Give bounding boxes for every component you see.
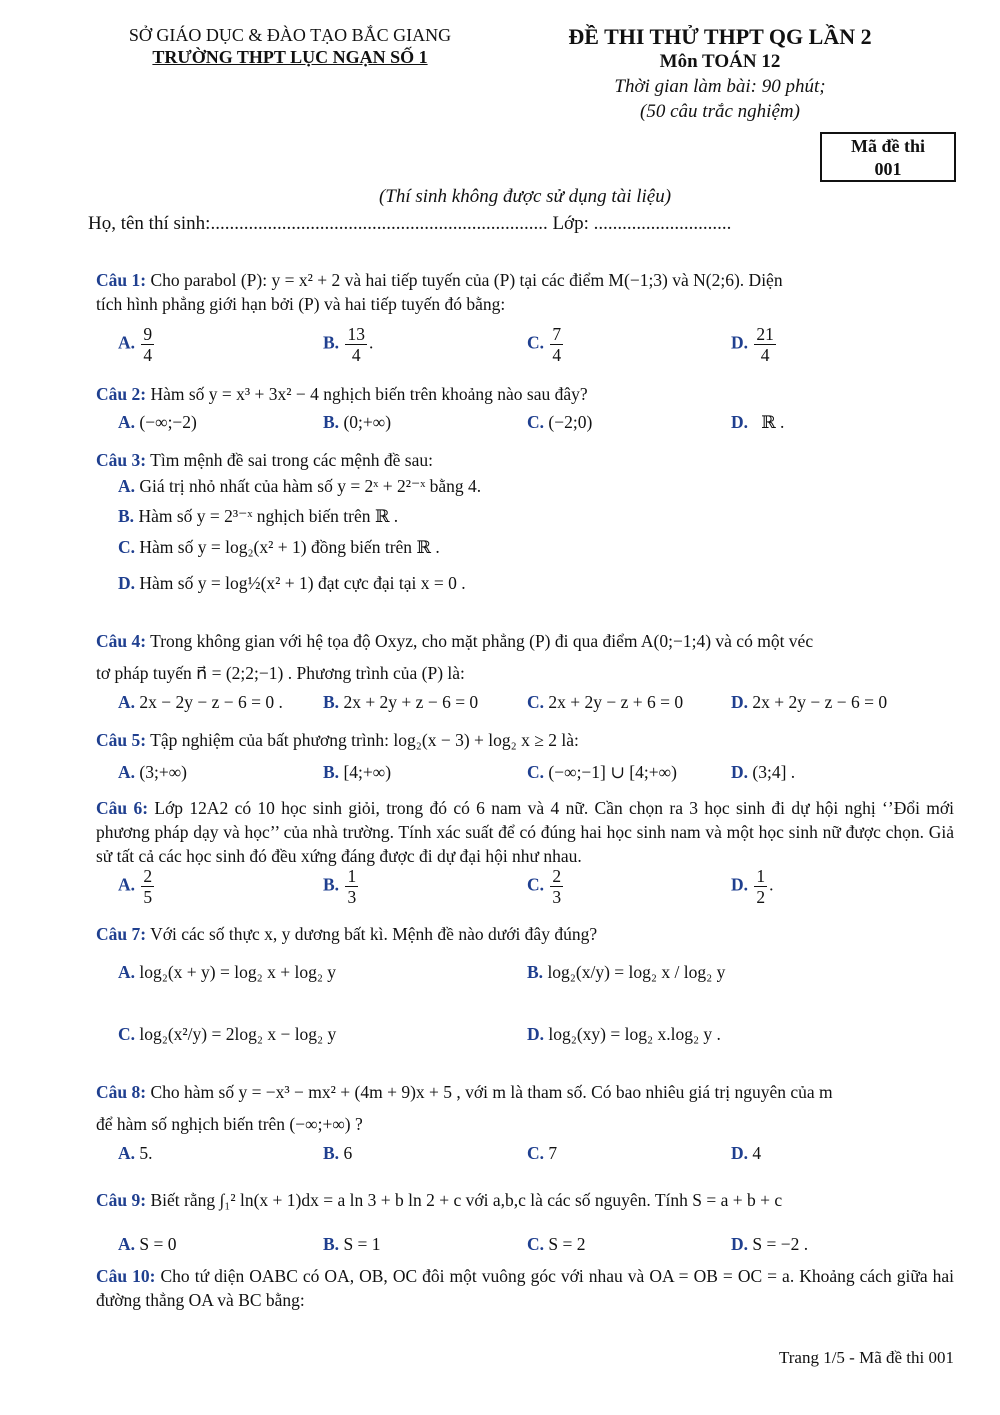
question-text: Hàm số y = x³ + 3x² − 4 nghịch biến trên khoảng nào sau đây? xyxy=(146,384,588,404)
q5-option-a[interactable]: A. (3;+∞) xyxy=(118,762,188,782)
question-number: Câu 2: xyxy=(96,384,147,404)
page-footer: Trang 1/5 - Mã đề thi 001 xyxy=(778,1348,954,1367)
question-text: Với các số thực x, y dương bất kì. Mệnh đề nào dưới đây đúng? xyxy=(146,924,598,944)
question-7 xyxy=(96,922,954,946)
q3-option-c[interactable]: C. Hàm số y = log₂(x² + 1) đồng biến trên ℝ . xyxy=(118,537,440,557)
q3-option-d[interactable]: D. Hàm số y = log½(x² + 1) đạt cực đại tại x = 0 . xyxy=(118,573,466,593)
question-4 xyxy=(96,625,954,689)
exam-title: ĐỀ THI THỬ THPT QG LẦN 2 xyxy=(568,24,872,49)
question-8 xyxy=(96,1076,954,1140)
question-number: Câu 4: xyxy=(96,631,147,651)
exam-note: (Thí sinh không được sử dụng tài liệu) xyxy=(378,186,672,207)
q1-option-d[interactable]: D. $\frac{21}{4}$ xyxy=(731,324,774,365)
question-text: Lớp 12A2 có 10 học sinh giỏi, trong đó có 6 nam và 4 nữ. Cần chọn ra 3 học sinh đi dự hội nghị ‘’Đổi mới phương pháp dạy và học’’ của nhà trường. Tính xác suất để có đúng hai học sinh nam và một học sinh nữ được chọn. Giả sử tất cả các học sinh đó đều xứng đáng được đi dự đại hội như nhau. xyxy=(96,798,954,866)
question-text: Tìm mệnh đề sai trong các mệnh đề sau: xyxy=(146,450,433,470)
q4-option-d[interactable]: D. 2x + 2y − z − 6 = 0 xyxy=(731,692,888,712)
q6-option-b[interactable]: B. $\frac{1}{3}$ xyxy=(323,866,357,907)
q2-option-c[interactable]: C. (−2;0) xyxy=(527,412,593,432)
q4-option-a[interactable]: A. 2x − 2y − z − 6 = 0 . xyxy=(118,692,283,712)
q1-option-b[interactable]: B. $\frac{13}{4}$ . xyxy=(323,324,374,365)
department-name: SỞ GIÁO DỤC & ĐÀO TẠO BẮC GIANG xyxy=(128,25,452,45)
q7-option-c[interactable]: C. log₂(x²/y) = 2log₂ x − log₂ y xyxy=(118,1024,337,1044)
question-text: Tập nghiệm của bất phương trình: log₂(x − 3) + log₂ x ≥ 2 là: xyxy=(146,730,579,750)
question-number: Câu 9: xyxy=(96,1190,147,1210)
question-number: Câu 1: xyxy=(96,270,147,290)
question-number: Câu 6: xyxy=(96,798,149,818)
q7-option-b[interactable]: B. log₂(x/y) = log₂ x / log₂ y xyxy=(527,962,726,982)
question-number: Câu 8: xyxy=(96,1082,147,1102)
school-name: TRƯỜNG THPT LỤC NGẠN SỐ 1 xyxy=(152,47,428,67)
exam-code-value: 001 xyxy=(874,159,902,179)
header-right xyxy=(520,24,920,124)
time-limit: Thời gian làm bài: 90 phút; xyxy=(614,76,826,97)
q5-option-c[interactable]: C. (−∞;−1] ∪ [4;+∞) xyxy=(527,762,677,782)
question-text: Cho parabol (P): y = x² + 2 và hai tiếp tuyến của (P) tại các điểm M(−1;3) và N(2;6). Diện xyxy=(146,270,783,290)
q2-option-d[interactable]: D. ℝ . xyxy=(731,412,785,432)
q1-option-c[interactable]: C. $\frac{7}{4}$ xyxy=(527,324,562,365)
question-6 xyxy=(96,796,954,868)
q8-option-a[interactable]: A. 5. xyxy=(118,1143,153,1163)
question-text: Biết rằng ∫₁² ln(x + 1)dx = a ln 3 + b ln 2 + c với a,b,c là các số nguyên. Tính S = a + b + c xyxy=(146,1190,783,1210)
q4-option-c[interactable]: C. 2x + 2y − z + 6 = 0 xyxy=(527,692,684,712)
q3-option-a[interactable]: A. Giá trị nhỏ nhất của hàm số y = 2ˣ + 2²⁻ˣ bằng 4. xyxy=(118,476,482,496)
question-text: Cho tứ diện OABC có OA, OB, OC đôi một vuông góc với nhau và OA = OB = OC = a. Khoảng cách giữa hai đường thẳng OA và BC bằng: xyxy=(96,1266,954,1310)
subject: Môn TOÁN 12 xyxy=(659,51,781,72)
q5-option-b[interactable]: B. [4;+∞) xyxy=(323,762,392,782)
q8-option-d[interactable]: D. 4 xyxy=(731,1143,762,1163)
question-text-cont: để hàm số nghịch biến trên (−∞;+∞) ? xyxy=(96,1114,363,1134)
question-text-cont: tơ pháp tuyến n⃗ = (2;2;−1) . Phương trình của (P) là: xyxy=(96,663,465,683)
header-left xyxy=(60,24,520,68)
q9-option-b[interactable]: B. S = 1 xyxy=(323,1234,381,1254)
question-5 xyxy=(96,728,954,752)
q6-option-d[interactable]: D. $\frac{1}{2}$ . xyxy=(731,866,774,907)
question-number: Câu 7: xyxy=(96,924,147,944)
exam-code-box xyxy=(820,132,956,182)
q9-option-a[interactable]: A. S = 0 xyxy=(118,1234,177,1254)
question-text: Trong không gian với hệ tọa độ Oxyz, cho mặt phẳng (P) đi qua điểm A(0;−1;4) và có một véc xyxy=(146,631,814,651)
question-text-cont: tích hình phẳng giới hạn bởi (P) và hai tiếp tuyến đó bằng: xyxy=(96,294,506,314)
q2-option-b[interactable]: B. (0;+∞) xyxy=(323,412,392,432)
question-text: Cho hàm số y = −x³ − mx² + (4m + 9)x + 5 , với m là tham số. Có bao nhiêu giá trị nguyên của m xyxy=(146,1082,833,1102)
q1-option-a[interactable]: A. $\frac{9}{4}$ xyxy=(118,324,153,365)
question-count: (50 câu trắc nghiệm) xyxy=(640,101,800,122)
question-number: Câu 3: xyxy=(96,450,147,470)
q6-option-a[interactable]: A. $\frac{2}{5}$ xyxy=(118,866,153,907)
q8-option-c[interactable]: C. 7 xyxy=(527,1143,558,1163)
q4-option-b[interactable]: B. 2x + 2y + z − 6 = 0 xyxy=(323,692,479,712)
question-2 xyxy=(96,382,954,406)
q8-option-b[interactable]: B. 6 xyxy=(323,1143,353,1163)
q3-option-b[interactable]: B. Hàm số y = 2³⁻ˣ nghịch biến trên ℝ . xyxy=(118,506,399,526)
q2-option-a[interactable]: A. (−∞;−2) xyxy=(118,412,197,432)
question-10 xyxy=(96,1264,954,1312)
q7-option-a[interactable]: A. log₂(x + y) = log₂ x + log₂ y xyxy=(118,962,337,982)
question-9 xyxy=(96,1188,954,1212)
q7-option-d[interactable]: D. log₂(xy) = log₂ x.log₂ y . xyxy=(527,1024,721,1044)
question-1 xyxy=(96,268,954,316)
question-number: Câu 10: xyxy=(96,1266,156,1286)
exam-code-label: Mã đề thi xyxy=(851,136,925,156)
student-info-line: Họ, tên thí sinh:....................................................................... Lớp: ............................. xyxy=(88,213,732,234)
q9-option-c[interactable]: C. S = 2 xyxy=(527,1234,586,1254)
q5-option-d[interactable]: D. (3;4] . xyxy=(731,762,796,782)
question-number: Câu 5: xyxy=(96,730,147,750)
q9-option-d[interactable]: D. S = −2 . xyxy=(731,1234,809,1254)
q6-option-c[interactable]: C. $\frac{2}{3}$ xyxy=(527,866,562,907)
question-3 xyxy=(96,448,954,472)
